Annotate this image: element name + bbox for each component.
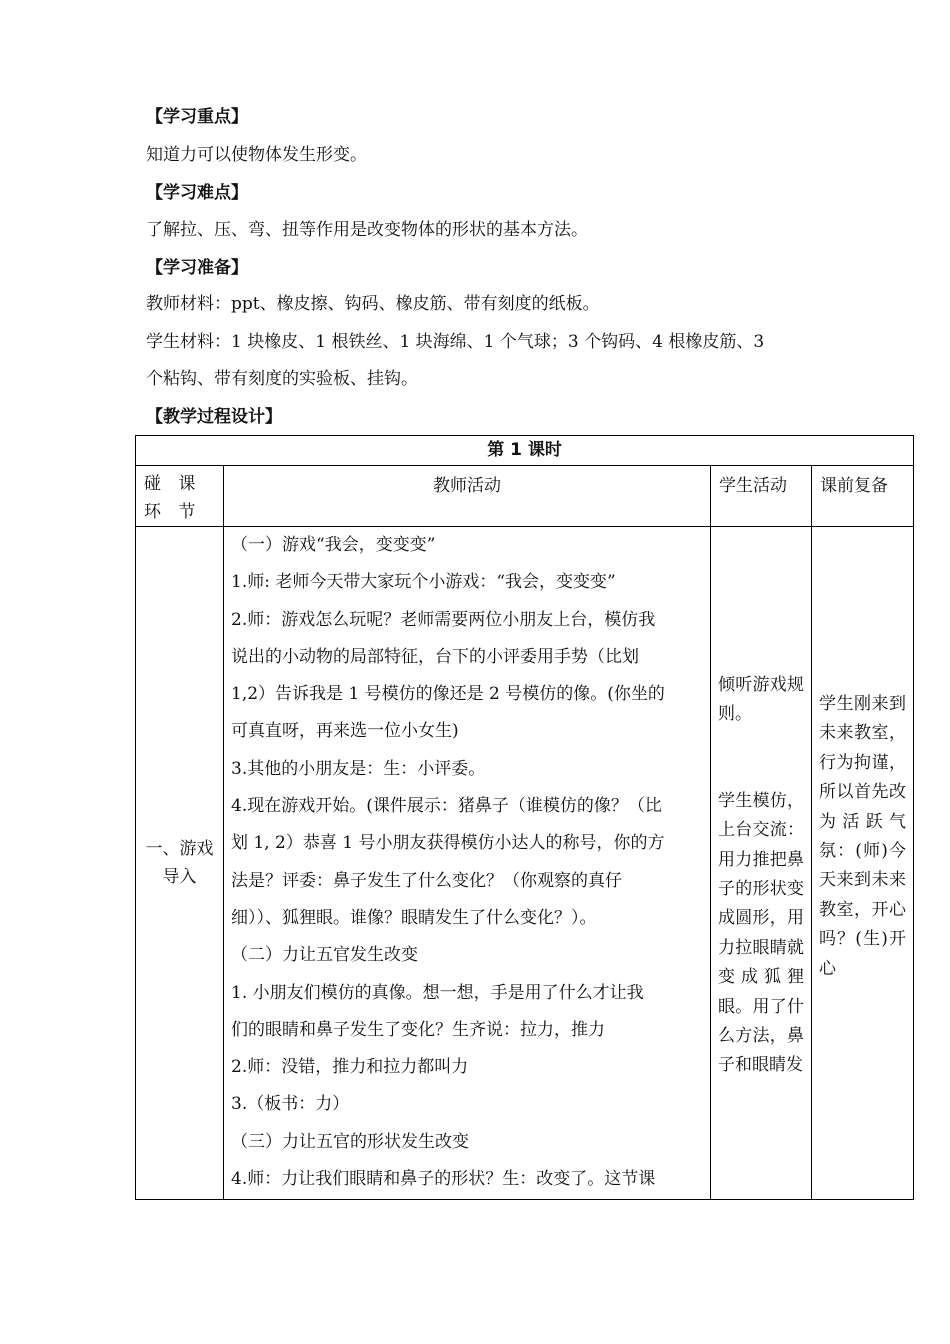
- teacher-line: 说出的小动物的局部特征，台下的小评委用手势（比划: [231, 646, 639, 667]
- prep-heading: 【学习准备】: [146, 258, 248, 278]
- prep-teacher-materials: 教师材料：ppt、橡皮擦、钩码、橡皮筋、带有刻度的纸板。: [146, 294, 600, 314]
- lesson-period-title: 第 1 课时: [136, 436, 914, 466]
- teacher-line: 1. 小朋友们模仿的真像。想一想，手是用了什么才让我: [231, 982, 644, 1003]
- student-activity-cell: [711, 527, 812, 1200]
- student-activity-listen: 倾听游戏规则。: [718, 675, 804, 725]
- lesson-table: [135, 435, 914, 1200]
- stage-label-line2: 导入: [162, 867, 197, 887]
- teacher-line: 2.师：游戏怎么玩呢？老师需要两位小朋友上台，模仿我: [231, 609, 656, 630]
- stage-cell: [136, 527, 224, 1200]
- design-heading: 【教学过程设计】: [146, 407, 282, 427]
- teacher-line: 划 1, 2）恭喜 1 号小朋友获得模仿小达人的称号，你的方: [231, 833, 665, 854]
- teacher-line: （一）游戏“我会，变变变”: [231, 535, 436, 555]
- header-pre-class-prep: 课前复备: [812, 466, 914, 527]
- teacher-line: 1.师: 老师今天带大家玩个小游戏：“我会，变变变”: [231, 572, 616, 593]
- teacher-line: 们的眼睛和鼻子发生了变化？生齐说：拉力，推力: [231, 1019, 605, 1040]
- teacher-line: 4.现在游戏开始。(课件展示：猪鼻子（谁模仿的像？（比: [231, 796, 662, 817]
- teacher-line: 法是？评委：鼻子发生了什么变化？（你观察的真仔: [231, 870, 622, 891]
- header-student-activity: 学生活动: [711, 466, 812, 527]
- student-activity-imitate: 学生模仿，上台交流：用力推把鼻子的形状变成圆形，用力拉眼睛就变成狐狸眼。用了什么方法，鼻子和眼睛发: [718, 790, 804, 1076]
- difficulty-heading: 【学习难点】: [146, 183, 248, 203]
- prep-student-materials-line2: 个粘钩、带有刻度的实验板、挂钩。: [146, 369, 418, 389]
- teacher-line: 细））、狐狸眼。谁像？眼睛发生了什么变化？）。: [231, 907, 597, 928]
- teacher-line: 1,2）告诉我是 1 号模仿的像还是 2 号模仿的像。(你坐的: [231, 684, 665, 705]
- header-stage: 碰 课 环 节: [136, 466, 224, 527]
- teacher-line: 4.师：力让我们眼睛和鼻子的形状？生：改变了。这节课: [231, 1169, 656, 1190]
- teacher-line: 2.师：没错，推力和拉力都叫力: [231, 1057, 469, 1078]
- teacher-line: （三）力让五官的形状发生改变: [231, 1131, 469, 1152]
- teacher-line: 3.其他的小朋友是：生：小评委。: [231, 758, 486, 779]
- teacher-line: 3.（板书：力）: [231, 1094, 350, 1115]
- difficulty-text: 了解拉、压、弯、扭等作用是改变物体的形状的基本方法。: [146, 220, 588, 240]
- stage-label-line1: 一、游戏: [145, 839, 214, 859]
- teacher-line: （二）力让五官发生改变: [231, 945, 418, 966]
- focus-heading: 【学习重点】: [146, 107, 248, 127]
- pre-class-prep-cell: [812, 527, 914, 1200]
- pre-class-prep-text: 学生刚来到未来教室，行为拘谨，所以首先改为活跃气氛：(师)今天来到未来教室，开心吗？(生)开心: [819, 694, 907, 979]
- teacher-line: 可真直呀，再来选一位小女生): [231, 721, 459, 742]
- header-teacher-activity: 教师活动: [224, 466, 711, 527]
- teacher-activity-cell: [224, 527, 711, 1200]
- focus-text: 知道力可以使物体发生形变。: [146, 145, 367, 165]
- prep-student-materials-line1: 学生材料：1 块橡皮、1 根铁丝、1 块海绵、1 个气球；3 个钩码、4 根橡皮筋、3: [146, 332, 765, 352]
